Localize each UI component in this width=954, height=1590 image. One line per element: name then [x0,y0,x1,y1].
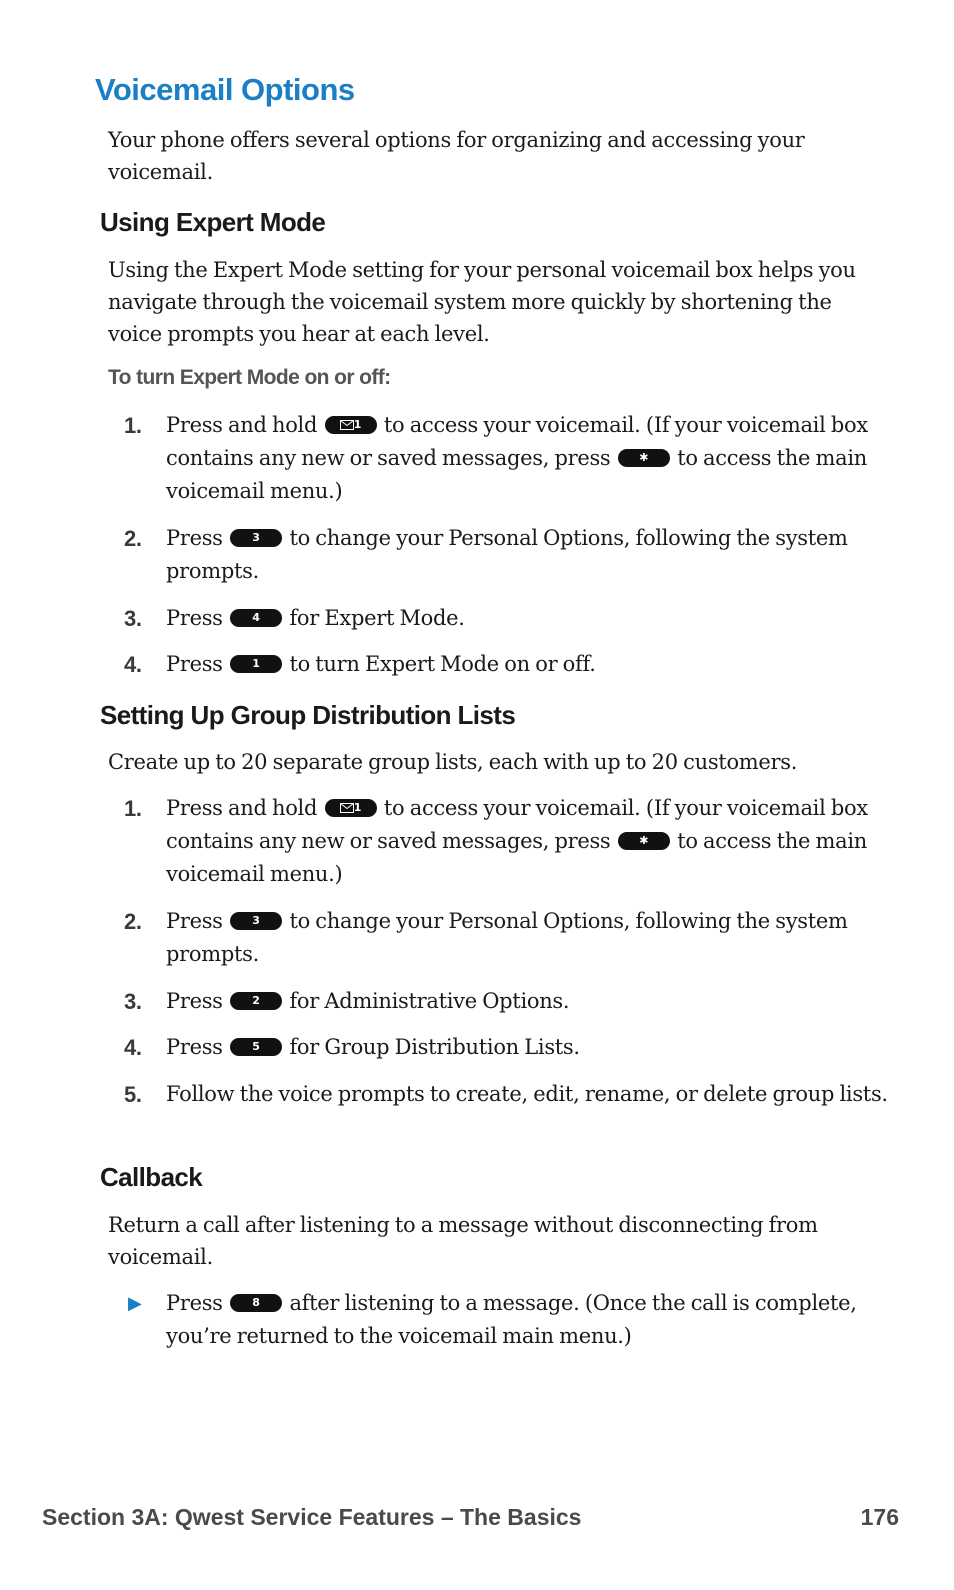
step-number: 1. [124,796,142,821]
key-5-icon: 5 [230,1038,282,1056]
footer-section-title: Section 3A: Qwest Service Features – The Basics [42,1504,582,1530]
step-number: 1. [124,413,142,438]
bullet-text: after listening to a message. (Once the call is complete, you’re returned to the voicemail main menu.) [166,1291,857,1348]
step-text: Press [166,606,223,630]
page-number: 176 [860,1504,899,1530]
step-text: Press [166,652,223,676]
expert-step-2 [120,522,890,588]
step-text: Press [166,909,223,933]
step-text: to change your Personal Options, following the system prompts. [166,909,848,966]
asterisk-key-icon: ✱ [618,449,670,467]
key-label: 1 [353,417,362,431]
step-text: to change your Personal Options, following the system prompts. [166,526,848,583]
step-number: 4. [124,1035,142,1060]
step-text: Press and hold [166,413,318,437]
step-text: Press [166,989,223,1013]
voicemail-key-icon [325,799,377,817]
group-step-4 [120,1031,890,1064]
step-number: 2. [124,909,142,934]
step-number: 4. [124,652,142,677]
bullet-text: Press [166,1291,223,1315]
expert-step-3 [120,602,890,635]
group-lists-paragraph: Create up to 20 separate group lists, each with up to 20 customers. [108,750,798,774]
step-number: 3. [124,606,142,631]
step-text: Follow the voice prompts to create, edit, rename, or delete group lists. [166,1082,888,1106]
page-title: Voicemail Options [95,72,355,107]
step-text: for Administrative Options. [289,989,570,1013]
callback-bullet [120,1287,890,1353]
key-3-icon: 3 [230,529,282,547]
group-step-5 [120,1078,890,1111]
expert-mode-heading: Using Expert Mode [100,207,326,237]
group-step-1 [120,792,890,891]
expert-step-1 [120,409,890,508]
step-text: to access your voicemail. (If your voicemail box contains any new or saved messages, press [166,796,868,853]
step-text: to access the main voicemail menu.) [166,829,868,886]
step-number: 5. [124,1082,142,1107]
step-text: Press [166,526,223,550]
group-lists-heading: Setting Up Group Distribution Lists [100,700,516,730]
expert-mode-paragraph: Using the Expert Mode setting for your personal voicemail box helps you navigate through the voicemail system more quickly by shortening the voice prompts you hear at each level. [108,258,856,346]
callback-paragraph: Return a call after listening to a message without disconnecting from voicemail. [108,1213,818,1269]
key-4-icon: 4 [230,609,282,627]
step-text: for Group Distribution Lists. [289,1035,580,1059]
callback-heading: Callback [100,1162,203,1192]
key-1-icon: 1 [230,655,282,673]
voicemail-key-icon [325,416,377,434]
group-step-2 [120,905,890,971]
group-step-3 [120,985,890,1018]
expert-mode-subheading: To turn Expert Mode on or off: [108,366,391,389]
step-text: for Expert Mode. [289,606,465,630]
intro-paragraph: Your phone offers several options for organizing and accessing your voicemail. [108,128,805,184]
expert-step-4 [120,648,890,681]
step-text: to access the main voicemail menu.) [166,446,868,503]
key-2-icon: 2 [230,992,282,1010]
step-number: 3. [124,989,142,1014]
step-text: to turn Expert Mode on or off. [289,652,596,676]
step-text: to access your voicemail. (If your voicemail box contains any new or saved messages, press [166,413,868,470]
asterisk-key-icon: ✱ [618,832,670,850]
key-label: 1 [353,800,362,814]
key-3-icon: 3 [230,912,282,930]
key-8-icon: 8 [230,1294,282,1312]
step-text: Press and hold [166,796,318,820]
step-text: Press [166,1035,223,1059]
step-number: 2. [124,526,142,551]
triangle-bullet-icon: ▶ [128,1293,142,1314]
